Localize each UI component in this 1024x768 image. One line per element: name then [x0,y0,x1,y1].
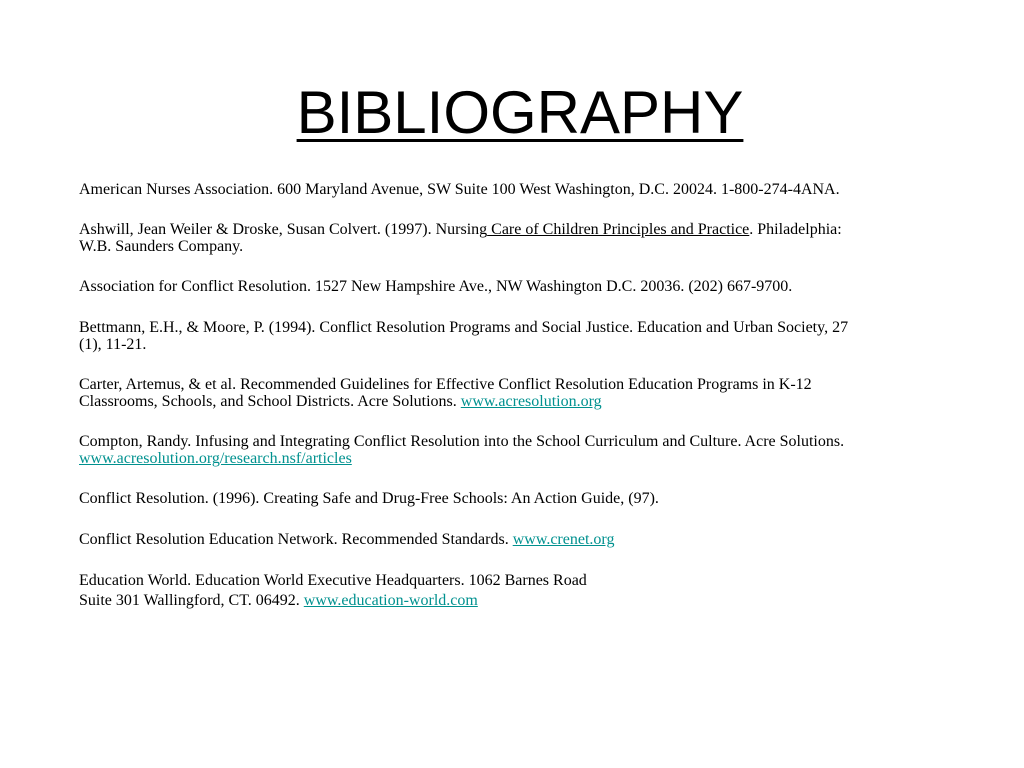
entry-text: Conflict Resolution. (1996). Creating Safe and Drug-Free Schools: An Action Guide, (97). [79,490,659,507]
bibliography-entry [79,278,869,295]
entry-text: Education World. Education World Executive Headquarters. 1062 Barnes Road [79,572,587,589]
bibliography-entry [79,221,869,255]
entry-text: American Nurses Association. 600 Maryland Avenue, SW Suite 100 West Washington, D.C. 20024. 1-800-274-4ANA. [79,181,840,198]
entry-text: Bettmann, E.H., & Moore, P. (1994). Conflict Resolution Programs and Social Justice. Education and Urban Society, 27 (1), 11-21. [79,319,849,353]
bibliography-entry [79,433,869,467]
bibliography-entry [79,490,869,507]
entry-text: Suite 301 Wallingford, CT. 06492. [79,592,304,609]
page-title [0,74,1024,152]
book-title: Care of Children Principles and Practice [487,221,750,238]
entry-second-line [79,592,869,609]
entry-text: Conflict Resolution Education Network. Recommended Standards. [79,531,513,548]
bibliography-entry [79,376,869,410]
bibliography-entry [79,531,869,548]
entry-text: Compton, Randy. Infusing and Integrating Conflict Resolution into the School Curriculum and Culture. Acre Solutions. [79,433,845,450]
bibliography-entry [79,181,869,198]
bibliography-list [79,181,869,632]
crenet-link[interactable]: www.crenet.org [512,531,615,548]
bibliography-entry [79,572,869,609]
page-title-text: BIBLIOGRAPHY [296,79,744,146]
acresolution-link[interactable]: www.acresolution.org [460,393,602,410]
entry-text: . Philadelphia: W.B. Saunders Company. [79,221,842,255]
entry-text: Association for Conflict Resolution. 1527 New Hampshire Ave., NW Washington D.C. 20036. (202) 667-9700. [79,278,793,295]
acresolution-articles-link[interactable]: www.acresolution.org/research.nsf/articles [79,450,352,467]
entry-text: Carter, Artemus, & et al. Recommended Guidelines for Effective Conflict Resolution Education Programs in K-12 Classrooms, Schools, and School Districts. Acre Solutions. [79,376,812,410]
entry-text: Ashwill, Jean Weiler & Droske, Susan Colvert. (1997). Nursing [79,221,488,238]
bibliography-entry [79,319,869,353]
education-world-link[interactable]: www.education-world.com [303,592,478,609]
